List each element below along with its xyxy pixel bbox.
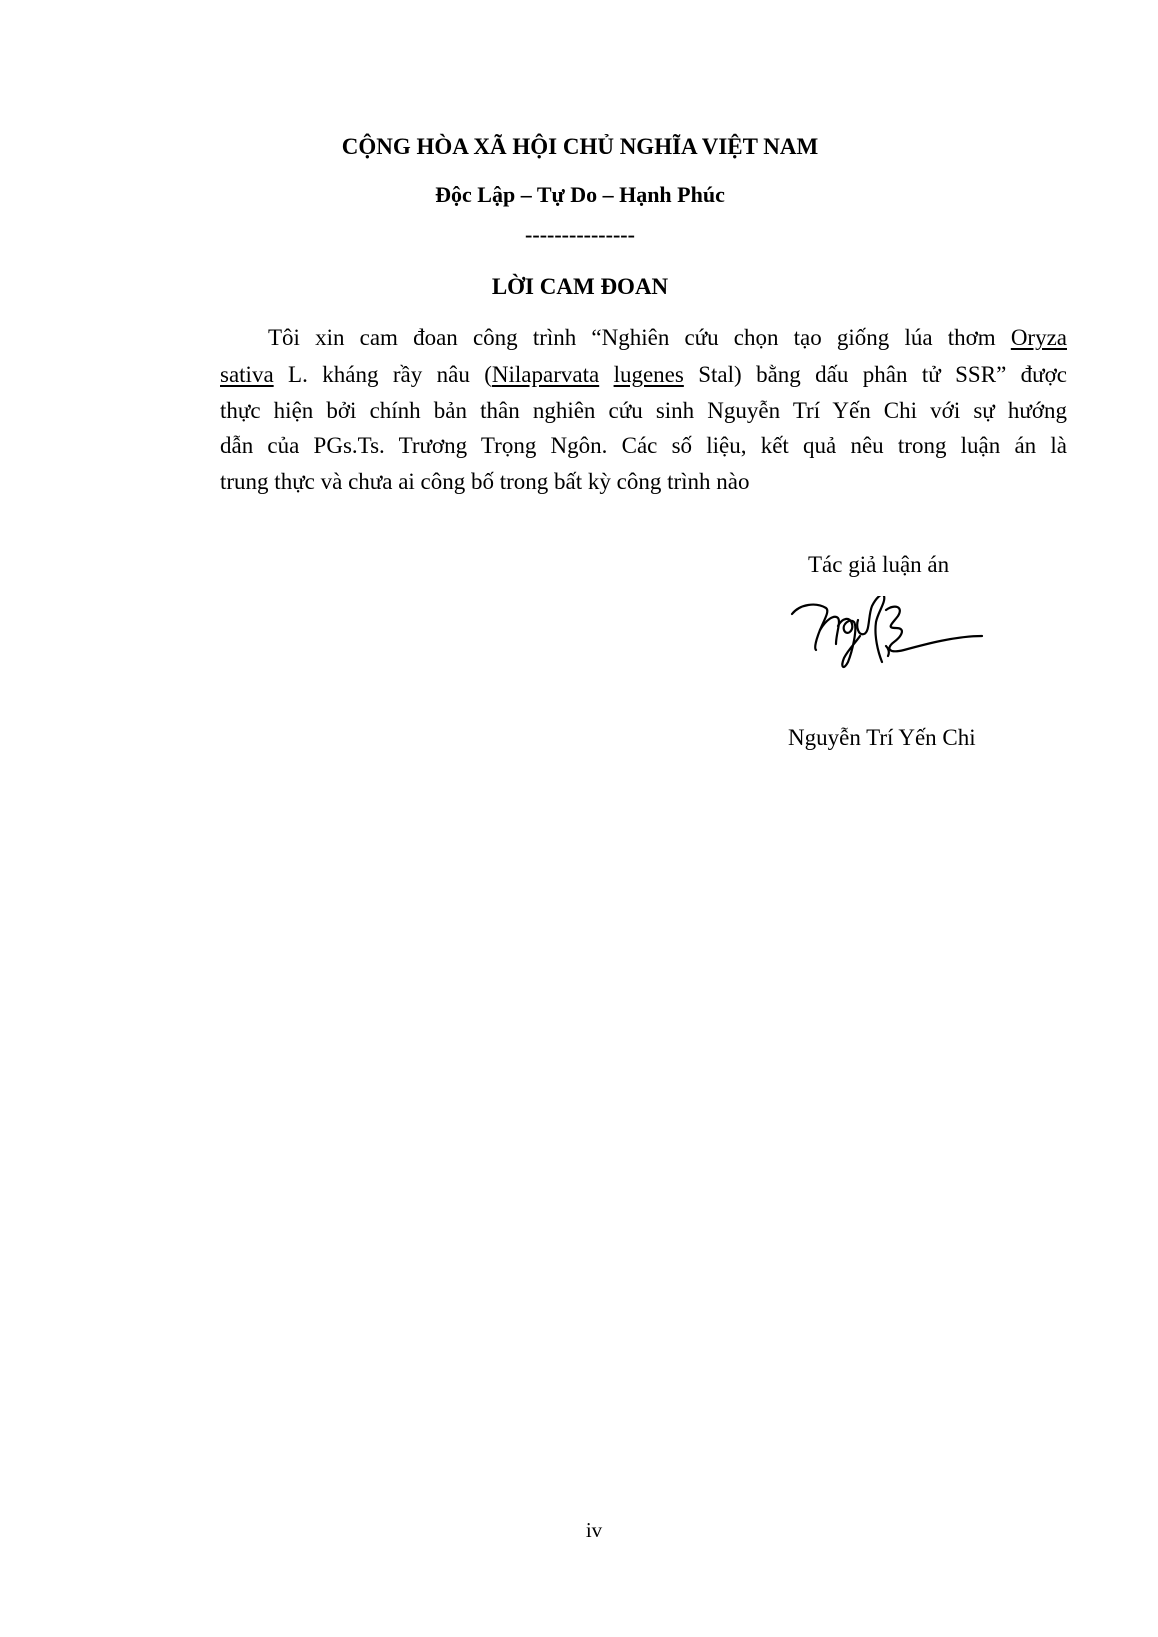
- pest-name-epithet: lugenes: [613, 362, 684, 387]
- paragraph-line: trung thực và chưa ai công bố trong bất kỳ công trình nào: [220, 469, 750, 494]
- paragraph-line: [268, 323, 1067, 353]
- species-name-epithet: sativa: [220, 362, 274, 387]
- author-label: Tác giả luận án: [808, 552, 950, 577]
- paragraph-line: [220, 360, 1067, 390]
- header-separator: ---------------: [525, 222, 635, 247]
- pest-name-genus: Nilaparvata: [491, 362, 600, 387]
- national-motto: Độc Lập – Tự Do – Hạnh Phúc: [435, 182, 725, 207]
- paragraph-line: thực hiện bởi chính bản thân nghiên cứu sinh Nguyễn Trí Yến Chi với sự hướng: [220, 398, 1067, 423]
- paragraph-line: dẫn của PGs.Ts. Trương Trọng Ngôn. Các số liệu, kết quả nêu trong luận án là: [220, 433, 1067, 458]
- text-span: Tôi xin cam đoan công trình “Nghiên cứu chọn tạo giống lúa thơm: [268, 325, 1011, 350]
- handwritten-signature: [786, 596, 1026, 696]
- text-span: Stal) bằng dấu phân tử SSR” được: [683, 362, 1068, 387]
- national-title: CỘNG HÒA XÃ HỘI CHỦ NGHĨA VIỆT NAM: [341, 134, 819, 159]
- text-span: L. kháng rầy nâu (: [273, 362, 492, 387]
- page-number: iv: [585, 1518, 603, 1542]
- author-name: Nguyễn Trí Yến Chi: [788, 725, 976, 750]
- species-name-genus: Oryza: [1010, 325, 1067, 350]
- text-span: [599, 362, 613, 387]
- document-title: LỜI CAM ĐOAN: [491, 274, 669, 299]
